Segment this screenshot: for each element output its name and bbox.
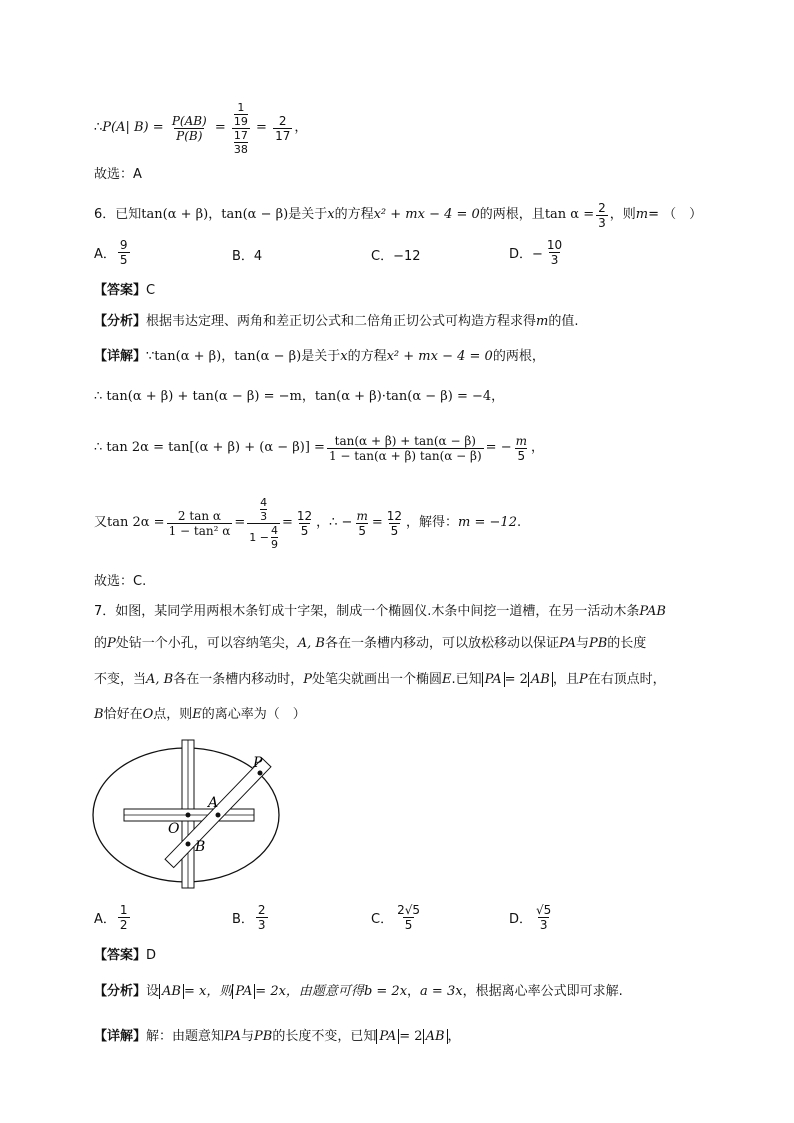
conditional-probability: P(A| B) — [102, 120, 149, 135]
q6-stem: 6．已知 tan(α + β) ， tan(α − β) 是关于 x 的方程 x² + mx − 4 = 0 的两根，且 tan α = $\frac{2}{3}$ ，则 m = （ ） — [94, 200, 703, 230]
label-a: A — [208, 795, 219, 811]
conditional-probability-line: ∴ P(A| B) = $\frac{P(AB)}{P(B)}$ = 1 19 17 38 = $\frac{2}{17}$ ， — [94, 100, 308, 156]
answer-tag: 【答案】 — [94, 948, 147, 963]
q6-option-c[interactable]: C．−12 — [371, 249, 421, 264]
q6-detail-1: 【详解】∵tan(α + β)，tan(α − β)是关于x的方程x² + mx − 4 = 0的两根， — [94, 349, 545, 364]
label-p: P — [253, 755, 263, 771]
q7-option-b[interactable]: B． $\frac{2}{3}$ — [232, 903, 266, 932]
point-a-marker — [216, 813, 221, 818]
analysis-tag: 【分析】 — [94, 314, 147, 329]
q6-select: 故选：C. — [94, 574, 147, 589]
select-a-line: 故选：A — [94, 167, 142, 182]
q7-analysis: 【分析】设 AB = x，则 PA = 2x，由题意可得b = 2x，a = 3x，根据离心率公式即可求解. — [94, 984, 623, 999]
detail-tag: 【详解】 — [94, 349, 147, 364]
point-o-marker — [186, 813, 191, 818]
q7-stem-line-1: 7．如图，某同学用两根木条钉成十字架，制成一个椭圆仪.木条中间挖一道槽，在另一活动木条PAB — [94, 604, 666, 619]
q7-option-a[interactable]: A． $\frac{1}{2}$ — [94, 903, 128, 932]
probability-ratio: $\frac{P(AB)}{P(B)}$ — [171, 113, 207, 143]
q6-answer: 【答案】C — [94, 283, 156, 298]
q7-stem-line-2: 的P处钻一个小孔，可以容纳笔尖，A, B各在一条槽内移动，可以放松移动以保证PA与PB的长度 — [94, 636, 647, 651]
q7-option-d[interactable]: D． $\frac{√5}{3}$ — [509, 903, 552, 932]
q6-option-a[interactable]: A． $\frac{9}{5}$ — [94, 238, 128, 267]
q7-stem-line-4: B恰好在O点，则E的离心率为（ ） — [94, 707, 306, 722]
q6-option-d[interactable]: D．− $\frac{10}{3}$ — [509, 238, 563, 267]
label-b: B — [195, 839, 206, 855]
ellipsograph-figure — [90, 735, 290, 895]
nested-fraction: 1 19 17 38 — [233, 100, 248, 156]
q7-stem-line-3: 不变，当A, B各在一条槽内移动时，P处笔尖就画出一个椭圆E.已知 PA = 2 AB ，且P在右顶点时， — [94, 672, 666, 687]
q6-detail-2: ∴ tan(α + β) + tan(α − β) = −m，tan(α + β)·tan(α − β) = −4， — [94, 389, 505, 404]
analysis-tag: 【分析】 — [94, 984, 147, 999]
detail-tag: 【详解】 — [94, 1029, 147, 1044]
q7-detail-1: 【详解】解：由题意知PA与PB的长度不变，已知 PA = 2 AB ， — [94, 1029, 461, 1044]
label-o: O — [168, 821, 180, 837]
point-b-marker — [186, 842, 191, 847]
q6-detail-3: ∴ tan 2α = tan[(α + β) + (α − β)] = $\frac{\tan(\alpha + \beta) + \tan(\alpha - \beta)}{1 - \tan(\alpha + \beta) \tan(\alpha - \beta)}$ = − $\frac{m}{5}$ ， — [94, 433, 544, 463]
q6-analysis: 【分析】根据韦达定理、两角和差正切公式和二倍角正切公式可构造方程求得m的值. — [94, 314, 579, 329]
q7-option-c[interactable]: C． $\frac{2√5}{5}$ — [371, 903, 420, 932]
therefore-symbol: ∴ — [94, 120, 103, 135]
result-fraction: $\frac{2}{17}$ — [275, 113, 291, 143]
q6-detail-4: 又 tan 2α = $\frac{\text{2 tan α}}{\text{1 − tan² α}}$ = 4 3 1 − $\frac{4}{9}$ = $\frac{12}{5}$ ，∴ − $\frac{m}{5}$ = $\frac{12}{5}$ ，解得： m = −12 . — [94, 495, 522, 551]
q6-option-b[interactable]: B．4 — [232, 249, 263, 264]
answer-tag: 【答案】 — [94, 283, 147, 298]
q7-answer: 【答案】D — [94, 948, 157, 963]
point-p-marker — [258, 771, 263, 776]
